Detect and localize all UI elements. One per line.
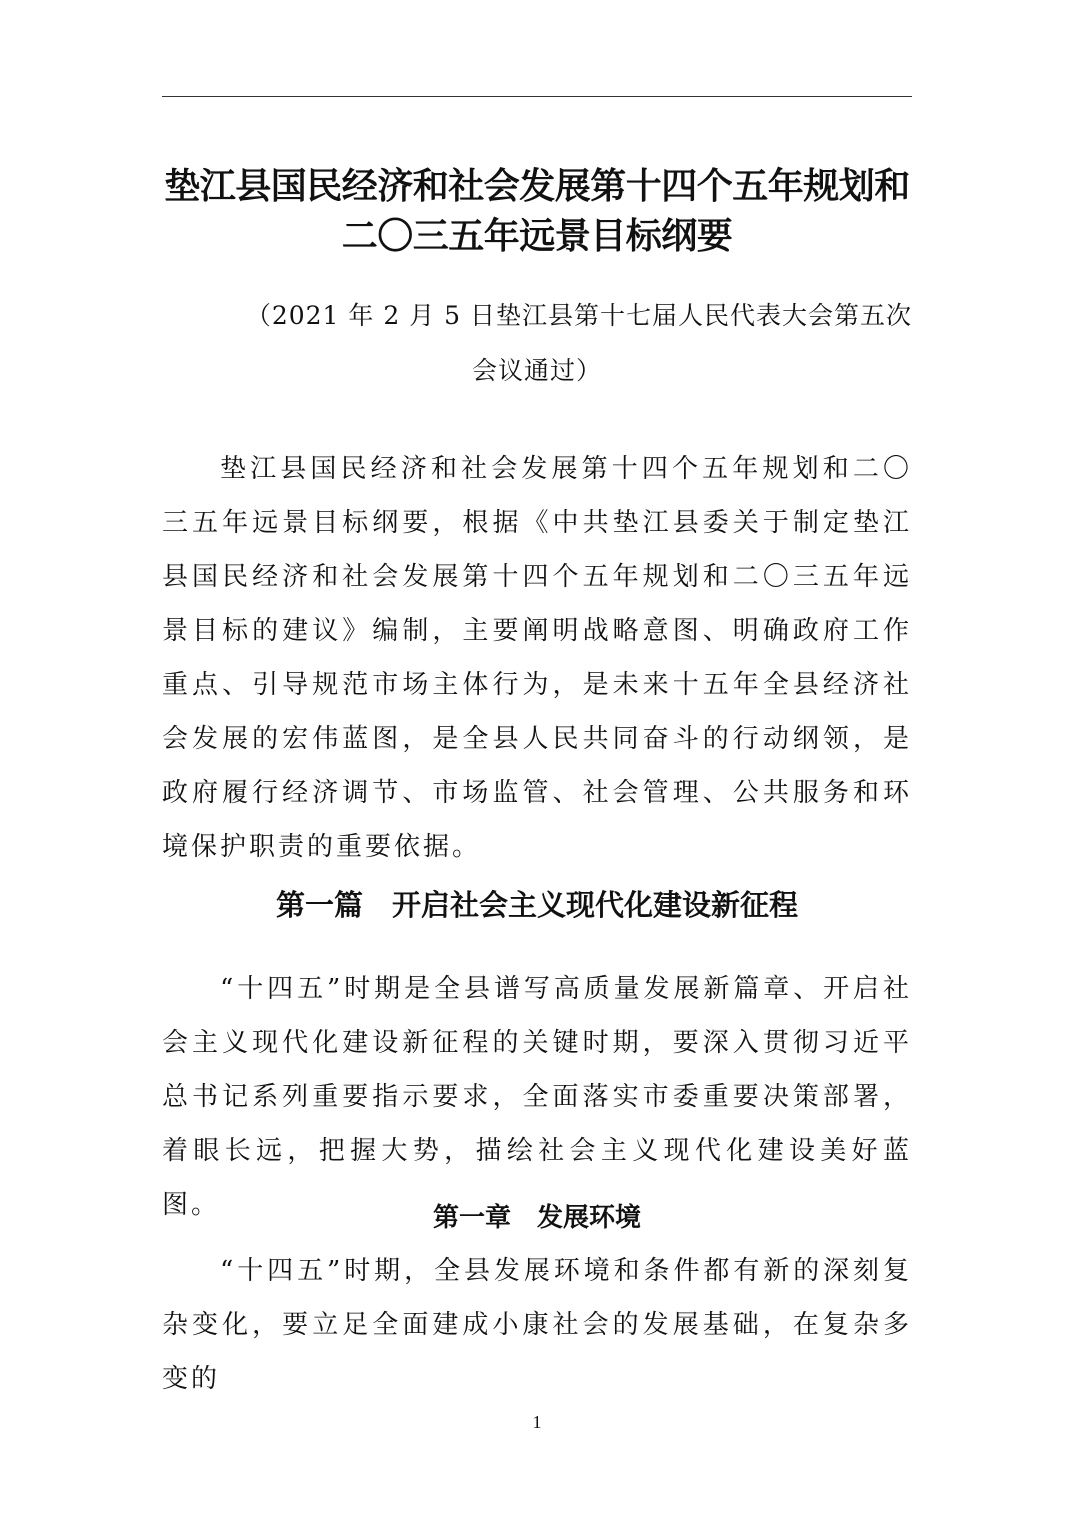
intro-paragraph: 垫江县国民经济和社会发展第十四个五年规划和二〇三五年远景目标纲要，根据《中共垫江县委关于制定垫江县国民经济和社会发展第十四个五年规划和二〇三五年远景目标的建议》编制，主要阐明战略意图、明确政府工作重点、引导规范市场主体行为，是未来十五年全县经济社会发展的宏伟蓝图，是全县人民共同奋斗的行动纲领，是政府履行经济调节、市场监管、社会管理、公共服务和环境保护职责的重要依据。 (162, 454, 912, 862)
chapter-one-heading: 第一章 发展环境 (432, 1203, 641, 1233)
part-one-paragraph: “十四五”时期是全县谱写高质量发展新篇章、开启社会主义现代化建设新征程的关键时期，要深入贯彻习近平总书记系列重要指示要求，全面落实市委重要决策部署，着眼长远，把握大势，描绘社会主义现代化建设美好蓝图。 (162, 974, 912, 1220)
header-rule (162, 96, 912, 97)
chapter-one-paragraph: “十四五”时期，全县发展环境和条件都有新的深刻复杂变化，要立足全面建成小康社会的发展基础，在复杂多变的 (162, 1256, 912, 1394)
part-one-heading: 第一篇 开启社会主义现代化建设新征程 (275, 888, 798, 922)
adoption-note-line-2: 会议通过） (471, 356, 602, 385)
adoption-note-line-1: （2021 年 2 月 5 日垫江县第十七届人民代表大会第五次 (245, 301, 912, 330)
page-number: 1 (532, 1412, 542, 1432)
document-title-line-1: 垫江县国民经济和社会发展第十四个五年规划和 (164, 166, 910, 207)
document-title-line-2: 二〇三五年远景目标纲要 (341, 216, 733, 257)
